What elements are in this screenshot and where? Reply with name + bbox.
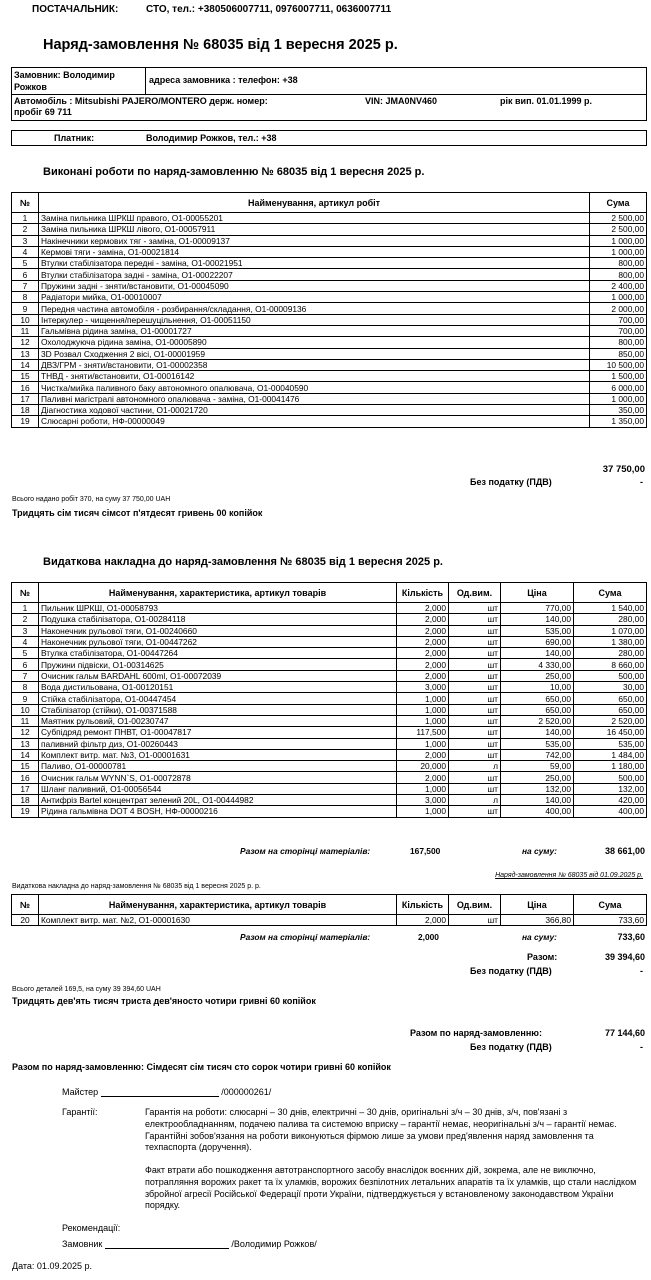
- table-cell: 2,000: [397, 603, 449, 614]
- table-cell: 1 484,00: [574, 749, 647, 760]
- table-cell: 1: [12, 213, 39, 224]
- table-cell: 6: [12, 269, 39, 280]
- table-cell: 770,00: [501, 603, 574, 614]
- table-cell: Паливо, О1-00000781: [39, 761, 397, 772]
- master-line: [62, 1087, 271, 1097]
- table-cell: 9: [12, 693, 39, 704]
- table-cell: 11: [12, 325, 39, 336]
- table-cell: Комплект витр. мат. №2, О1-00001630: [39, 915, 397, 926]
- table-cell: Пружини задні - зняти/встановити, О1-00045090: [39, 280, 590, 291]
- car-info: Автомобіль : Mitsubishi PAJERO/MONTERO держ. номер:: [14, 96, 268, 106]
- table-cell: 800,00: [590, 337, 647, 348]
- grand-total-value: 77 144,60: [604, 1028, 645, 1038]
- table-cell: 2 520,00: [501, 715, 574, 726]
- goods-page-total-qty: 167,500: [410, 846, 441, 856]
- table-row: [12, 269, 647, 280]
- grand-total-label: Разом по наряд-замовленню:: [410, 1028, 542, 1038]
- table-cell: Слюсарні роботи, НФ-00000049: [39, 416, 590, 427]
- table-cell: 366,80: [501, 915, 574, 926]
- table-cell: 3,000: [397, 682, 449, 693]
- customer-sign-label: Замовник: [62, 1239, 103, 1249]
- goods-col-sum: Сума: [574, 583, 647, 603]
- customer-signature-line: [105, 1248, 229, 1249]
- table-cell: 535,00: [501, 625, 574, 636]
- table-cell: Передня частина автомобіля - розбирання/складання, О1-00009136: [39, 303, 590, 314]
- table-cell: Подушка стабілізатора, О1-00284118: [39, 614, 397, 625]
- table-cell: 2,000: [397, 772, 449, 783]
- works-in-words: Тридцять сім тисяч сімсот п'ятдесят гривень 00 копійок: [12, 508, 263, 518]
- table-cell: шт: [449, 625, 501, 636]
- table-cell: 59,00: [501, 761, 574, 772]
- table-cell: 420,00: [574, 795, 647, 806]
- table-cell: 1 000,00: [590, 393, 647, 404]
- table-cell: 535,00: [501, 738, 574, 749]
- table-cell: шт: [449, 659, 501, 670]
- table-cell: 13: [12, 738, 39, 749]
- goods-page-total-sum: 38 661,00: [604, 846, 645, 856]
- table-cell: шт: [449, 603, 501, 614]
- table-cell: 1,000: [397, 783, 449, 794]
- table-cell: 1 500,00: [590, 371, 647, 382]
- table-cell: шт: [449, 727, 501, 738]
- table-cell: 18: [12, 795, 39, 806]
- table-cell: 8 660,00: [574, 659, 647, 670]
- table-row: [12, 258, 647, 269]
- table-cell: 5: [12, 258, 39, 269]
- works-col-num: №: [12, 193, 39, 213]
- table-cell: 2: [12, 614, 39, 625]
- table-cell: 14: [12, 359, 39, 370]
- goods-on-sum-label: на суму:: [522, 846, 557, 856]
- table-cell: шт: [449, 915, 501, 926]
- goods-vat-value: -: [640, 966, 643, 976]
- table-cell: 850,00: [590, 348, 647, 359]
- master-signature-line: [101, 1096, 219, 1097]
- table-cell: 10 500,00: [590, 359, 647, 370]
- table-row: [12, 325, 647, 336]
- table-row: [12, 749, 647, 760]
- table-cell: 690,00: [501, 636, 574, 647]
- table-cell: Наконечник рульової тяги, О1-00447262: [39, 636, 397, 647]
- table-cell: 2: [12, 224, 39, 235]
- table-cell: 1 350,00: [590, 416, 647, 427]
- table-cell: л: [449, 795, 501, 806]
- table-cell: 250,00: [501, 670, 574, 681]
- goods-page-total-label: Разом на сторінці матеріалів:: [240, 846, 371, 856]
- table-cell: 132,00: [501, 783, 574, 794]
- page-title: Наряд-замовлення № 68035 від 1 вересня 2025 р.: [43, 37, 398, 53]
- table-cell: 3: [12, 235, 39, 246]
- table-cell: 16: [12, 772, 39, 783]
- table-cell: 2 500,00: [590, 213, 647, 224]
- grand-vat-value: -: [640, 1042, 643, 1052]
- table-cell: шт: [449, 772, 501, 783]
- table-cell: 12: [12, 727, 39, 738]
- table-cell: 11: [12, 715, 39, 726]
- table-row: [12, 806, 647, 817]
- table-cell: 6 000,00: [590, 382, 647, 393]
- goods2-col-price: Ціна: [501, 895, 574, 915]
- table-cell: шт: [449, 704, 501, 715]
- table-cell: 10: [12, 704, 39, 715]
- table-cell: 2,000: [397, 648, 449, 659]
- goods2-col-num: №: [12, 895, 39, 915]
- goods-in-words: Тридцять дев'ять тисяч триста дев'яносто чотири гривні 60 копійок: [12, 996, 316, 1006]
- table-row: [12, 614, 647, 625]
- grand-in-words: Разом по наряд-замовленню: Сімдесят сім тисяч сто сорок чотири гривні 60 копійок: [12, 1062, 391, 1072]
- table-row: [12, 213, 647, 224]
- table-row: [12, 761, 647, 772]
- table-cell: 1 380,00: [574, 636, 647, 647]
- table-cell: 17: [12, 783, 39, 794]
- table-cell: 3D Розвал Сходження 2 вісі, О1-00001959: [39, 348, 590, 359]
- table-cell: 1: [12, 603, 39, 614]
- goods2-on-sum-label: на суму:: [522, 932, 557, 942]
- table-cell: Накінечники кермових тяг - заміна, О1-00009137: [39, 235, 590, 246]
- table-cell: 140,00: [501, 648, 574, 659]
- table-row: [12, 292, 647, 303]
- document-date: Дата: 01.09.2025 р.: [12, 1261, 92, 1271]
- table-cell: шт: [449, 693, 501, 704]
- table-row: [12, 636, 647, 647]
- works-title: Виконані роботи по наряд-замовленню № 68035 від 1 вересня 2025 р.: [43, 166, 425, 178]
- table-cell: 2 400,00: [590, 280, 647, 291]
- table-row: [12, 246, 647, 257]
- supplier-label: ПОСТАЧАЛЬНИК:: [32, 4, 119, 15]
- table-cell: Наконечник рульової тяги, О1-00240660: [39, 625, 397, 636]
- table-row: [12, 348, 647, 359]
- table-cell: ТНВД - зняти/встановити, О1-00016142: [39, 371, 590, 382]
- works-col-sum: Сума: [590, 193, 647, 213]
- table-cell: Очисник гальм BARDAHL 600ml, О1-00072039: [39, 670, 397, 681]
- table-cell: Втулки стабілізатора задні - заміна, О1-00022207: [39, 269, 590, 280]
- payer-box: [11, 130, 647, 146]
- table-cell: 30,00: [574, 682, 647, 693]
- table-cell: Пружини підвіски, О1-00314625: [39, 659, 397, 670]
- table-cell: 2 500,00: [590, 224, 647, 235]
- table-cell: 19: [12, 806, 39, 817]
- goods-table-cont: [11, 894, 647, 926]
- table-cell: 16 450,00: [574, 727, 647, 738]
- table-cell: Діагностика ходової частини, О1-00021720: [39, 405, 590, 416]
- table-cell: 400,00: [574, 806, 647, 817]
- customer-name: Замовник: Володимир Рожков: [14, 70, 115, 92]
- table-cell: 280,00: [574, 614, 647, 625]
- payer-value: Володимир Рожков, тел.: +38: [146, 133, 277, 143]
- table-row: [12, 727, 647, 738]
- goods2-col-unit: Од.вим.: [449, 895, 501, 915]
- table-cell: шт: [449, 783, 501, 794]
- works-summary: Всього надано робіт 370, на суму 37 750,00 UAH: [12, 496, 171, 503]
- table-cell: Субпідряд ремонт ПНВТ, О1-00047817: [39, 727, 397, 738]
- car-box: [11, 94, 647, 121]
- table-cell: 250,00: [501, 772, 574, 783]
- table-cell: 15: [12, 761, 39, 772]
- works-vat-label: Без податку (ПДВ): [470, 477, 552, 487]
- table-row: [12, 783, 647, 794]
- goods-title: Видаткова накладна до наряд-замовлення № 68035 від 1 вересня 2025 р.: [43, 556, 443, 568]
- table-cell: 700,00: [590, 314, 647, 325]
- table-cell: 12: [12, 337, 39, 348]
- table-cell: Заміна пильника ШРКШ лівого, О1-00057911: [39, 224, 590, 235]
- table-row: [12, 303, 647, 314]
- table-cell: 3: [12, 625, 39, 636]
- works-total: 37 750,00: [602, 464, 645, 475]
- table-cell: 2 520,00: [574, 715, 647, 726]
- table-cell: 500,00: [574, 670, 647, 681]
- table-cell: 16: [12, 382, 39, 393]
- table-cell: 2,000: [397, 614, 449, 625]
- car-mileage: пробіг 69 711: [14, 107, 72, 117]
- table-cell: Стабілізатор (стійки), О1-00371588: [39, 704, 397, 715]
- table-cell: 19: [12, 416, 39, 427]
- supplier-value: СТО, тел.: +380506007711, 0976007711, 0636007711: [146, 4, 392, 15]
- customer-sign-name: /Володимир Рожков/: [231, 1239, 317, 1249]
- table-row: [12, 795, 647, 806]
- goods-total-label: Разом:: [527, 952, 558, 962]
- table-cell: Паливні магістралі автономного опалювача - заміна, О1-00041476: [39, 393, 590, 404]
- table-cell: 733,60: [574, 915, 647, 926]
- table-row: [12, 772, 647, 783]
- goods-col-name: Найменування, характеристика, артикул товарів: [39, 583, 397, 603]
- table-cell: шт: [449, 614, 501, 625]
- goods-col-price: Ціна: [501, 583, 574, 603]
- table-cell: 2,000: [397, 659, 449, 670]
- table-cell: 140,00: [501, 795, 574, 806]
- table-row: [12, 393, 647, 404]
- goods2-page-total-qty: 2,000: [418, 932, 439, 942]
- table-cell: шт: [449, 648, 501, 659]
- table-cell: 132,00: [574, 783, 647, 794]
- table-cell: 1 070,00: [574, 625, 647, 636]
- table-cell: Рідина гальмівна DOT 4 BOSH, НФ-00000216: [39, 806, 397, 817]
- table-row: [12, 704, 647, 715]
- table-cell: Інтеркулер - чищення/перешуцільнення, О1-00051150: [39, 314, 590, 325]
- table-cell: 140,00: [501, 727, 574, 738]
- table-row: [12, 280, 647, 291]
- table-cell: 1 000,00: [590, 292, 647, 303]
- table-cell: Вода дистильована, О1-00120151: [39, 682, 397, 693]
- table-cell: Маятник рульовий, О1-00230747: [39, 715, 397, 726]
- table-cell: 20,000: [397, 761, 449, 772]
- customer-address: адреса замовника : телефон: +38: [149, 75, 298, 85]
- table-cell: шт: [449, 670, 501, 681]
- table-cell: 6: [12, 659, 39, 670]
- table-cell: шт: [449, 682, 501, 693]
- table-row: [12, 625, 647, 636]
- table-cell: 15: [12, 371, 39, 382]
- table-cell: Заміна пильника ШРКШ правого, О1-00055201: [39, 213, 590, 224]
- goods-cont-title: Видаткова накладна до наряд-замовлення № 68035 від 1 вересня 2025 р. р.: [12, 883, 261, 890]
- table-cell: Гальмівна рідина заміна, О1-00001727: [39, 325, 590, 336]
- table-cell: Пильник ШРКШ, О1-00058793: [39, 603, 397, 614]
- customer-box: [11, 67, 647, 95]
- table-cell: 14: [12, 749, 39, 760]
- table-cell: ДВЗ/ГРМ - зняти/встановити, О1-00002358: [39, 359, 590, 370]
- table-row: [12, 416, 647, 427]
- table-cell: 1 540,00: [574, 603, 647, 614]
- goods-summary: Всього деталей 169,5, на суму 39 394,60 UAH: [12, 986, 161, 993]
- table-cell: 2,000: [397, 636, 449, 647]
- table-cell: шт: [449, 636, 501, 647]
- table-cell: 2,000: [397, 625, 449, 636]
- customer-sign-line: [62, 1239, 317, 1249]
- table-cell: Радіатори мийка, О1-00010007: [39, 292, 590, 303]
- goods-total: 39 394,60: [604, 952, 645, 962]
- table-row: [12, 693, 647, 704]
- table-cell: Антифріз Bartel концентрат зелений 20L, О1-00444982: [39, 795, 397, 806]
- payer-label: Платник:: [54, 133, 95, 143]
- goods2-col-sum: Сума: [574, 895, 647, 915]
- table-cell: паливний фільтр диз, О1-00260443: [39, 738, 397, 749]
- goods-col-num: №: [12, 583, 39, 603]
- grand-vat-label: Без податку (ПДВ): [470, 1042, 552, 1052]
- goods2-page-total-label: Разом на сторінці матеріалів:: [240, 932, 371, 942]
- table-row: [12, 670, 647, 681]
- table-cell: шт: [449, 738, 501, 749]
- table-row: [12, 314, 647, 325]
- table-cell: 1,000: [397, 693, 449, 704]
- table-cell: 1 000,00: [590, 246, 647, 257]
- table-cell: 7: [12, 280, 39, 291]
- table-cell: 1,000: [397, 715, 449, 726]
- table-row: [12, 603, 647, 614]
- table-cell: Охолоджуюча рідина заміна, О1-00005890: [39, 337, 590, 348]
- table-cell: 650,00: [501, 693, 574, 704]
- goods2-col-qty: Кількість: [397, 895, 449, 915]
- works-col-name: Найменування, артикул робіт: [39, 193, 590, 213]
- table-cell: 10,00: [501, 682, 574, 693]
- table-cell: шт: [449, 806, 501, 817]
- works-vat-value: -: [640, 477, 643, 487]
- table-cell: л: [449, 761, 501, 772]
- table-cell: 20: [12, 915, 39, 926]
- table-cell: Очисник гальм WYNN`S, О1-00072878: [39, 772, 397, 783]
- table-row: [12, 405, 647, 416]
- works-table: [11, 192, 647, 428]
- table-cell: 1 180,00: [574, 761, 647, 772]
- table-cell: шт: [449, 715, 501, 726]
- table-cell: 1 000,00: [590, 235, 647, 246]
- goods2-page-total-sum: 733,60: [617, 932, 645, 942]
- guarantee-text: Гарантія на роботи: слюсарні – 30 днів, електричні – 30 днів, оригінальні з/ч – 30 днів, з/ч, пов'язані з електрообладнанням, подачею палива та системою вприску – гарантії немає, неоригінальні з/ч – гарантії немає. Гарантійні зобов'язання на роботи виконуються фірмою лише за умови пред'явлення наряд замовлення та техпаспорта (доручення).: [145, 1107, 617, 1153]
- force-majeure-text: Факт втрати або пошкодження автотранспортного засобу внаслідок воєнних дій, зокрема, але не виключно, потрапляння ворожих ракет та їх уламків, ворожих безпілотних летальних апаратів та їх уламків, що стали наслідком збройної агресії Російської Федерації проти України, підтверджується у встановленому законодавством України порядку.: [145, 1165, 637, 1211]
- table-row: [12, 382, 647, 393]
- master-label: Майстер: [62, 1087, 99, 1097]
- table-cell: 5: [12, 648, 39, 659]
- table-cell: 2 000,00: [590, 303, 647, 314]
- table-cell: 10: [12, 314, 39, 325]
- table-row: [12, 648, 647, 659]
- table-cell: 4: [12, 636, 39, 647]
- goods-table: [11, 582, 647, 818]
- car-year: рік вип. 01.01.1999 р.: [500, 96, 593, 106]
- table-row: [12, 224, 647, 235]
- master-id: /000000261/: [221, 1087, 272, 1097]
- table-cell: 800,00: [590, 269, 647, 280]
- table-cell: 350,00: [590, 405, 647, 416]
- table-cell: 2,000: [397, 670, 449, 681]
- car-vin: VIN: JMA0NV460: [365, 96, 438, 106]
- table-cell: 140,00: [501, 614, 574, 625]
- table-cell: Кермові тяги - заміна, О1-00021814: [39, 246, 590, 257]
- table-cell: 9: [12, 303, 39, 314]
- table-cell: 117,500: [397, 727, 449, 738]
- table-cell: 500,00: [574, 772, 647, 783]
- goods-vat-label: Без податку (ПДВ): [470, 966, 552, 976]
- table-cell: 700,00: [590, 325, 647, 336]
- table-cell: 650,00: [501, 704, 574, 715]
- table-row: [12, 682, 647, 693]
- guarantee-label: Гарантії:: [62, 1107, 98, 1117]
- table-cell: 280,00: [574, 648, 647, 659]
- table-row: [12, 715, 647, 726]
- goods-col-qty: Кількість: [397, 583, 449, 603]
- table-cell: 17: [12, 393, 39, 404]
- goods2-col-name: Найменування, характеристика, артикул товарів: [39, 895, 397, 915]
- table-cell: Втулки стабілізатора передні - заміна, О1-00021951: [39, 258, 590, 269]
- table-row: [12, 371, 647, 382]
- table-cell: Втулка стабілізатора, О1-00447264: [39, 648, 397, 659]
- table-cell: 13: [12, 348, 39, 359]
- table-cell: 8: [12, 682, 39, 693]
- table-cell: 650,00: [574, 704, 647, 715]
- table-cell: 3,000: [397, 795, 449, 806]
- table-cell: 4: [12, 246, 39, 257]
- table-cell: Стійка стабілізатора, О1-00447454: [39, 693, 397, 704]
- goods-col-unit: Од.вим.: [449, 583, 501, 603]
- table-cell: 1,000: [397, 704, 449, 715]
- table-cell: 18: [12, 405, 39, 416]
- table-cell: Комплект витр. мат. №3, О1-00001631: [39, 749, 397, 760]
- table-row: [12, 659, 647, 670]
- recommend-label: Рекомендації:: [62, 1223, 121, 1233]
- table-row: [12, 915, 647, 926]
- table-cell: 1,000: [397, 738, 449, 749]
- table-row: [12, 738, 647, 749]
- table-row: [12, 337, 647, 348]
- table-row: [12, 235, 647, 246]
- table-row: [12, 359, 647, 370]
- table-cell: 8: [12, 292, 39, 303]
- table-cell: 650,00: [574, 693, 647, 704]
- table-cell: 1,000: [397, 806, 449, 817]
- goods-ref-line: Наряд-замовлення № 68035 від 01.09.2025 р.: [495, 872, 643, 879]
- table-cell: 2,000: [397, 749, 449, 760]
- table-cell: шт: [449, 749, 501, 760]
- table-cell: Чистка/мийка паливного баку автономного опалювача, О1-00040590: [39, 382, 590, 393]
- table-cell: 4 330,00: [501, 659, 574, 670]
- table-cell: 742,00: [501, 749, 574, 760]
- table-cell: 800,00: [590, 258, 647, 269]
- table-cell: 2,000: [397, 915, 449, 926]
- table-cell: 535,00: [574, 738, 647, 749]
- table-cell: 400,00: [501, 806, 574, 817]
- table-cell: Шланг паливний, О1-00056544: [39, 783, 397, 794]
- table-cell: 7: [12, 670, 39, 681]
